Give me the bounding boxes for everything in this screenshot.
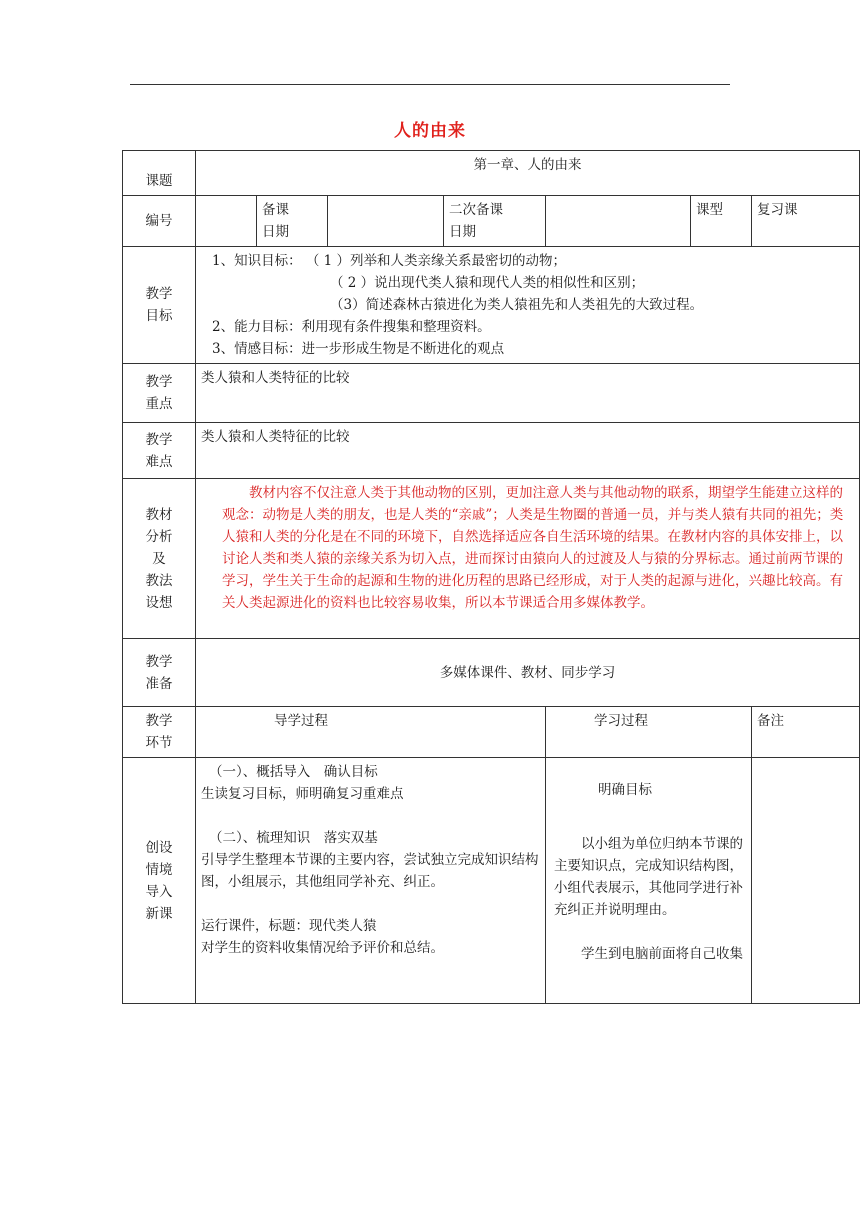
stage-label <box>123 758 196 1004</box>
preparation-label-line1: 教学 <box>145 653 173 670</box>
lesson-type-value: 复习课 <box>752 196 860 247</box>
guide-line: 引导学生整理本节课的主要内容，尝试独立完成知识结构图，小组展示，其他组同学补充、纠正。 <box>201 852 539 890</box>
guide-line: （二）、梳理知识 落实双基 <box>209 830 378 846</box>
key-points-value: 类人猿和人类特征的比较 <box>196 364 860 423</box>
guide-line: 生读复习目标，师明确复习重难点 <box>201 786 404 802</box>
difficulties-value: 类人猿和人类特征的比较 <box>196 423 860 479</box>
key-points-label-line1: 教学 <box>145 374 173 390</box>
stage-label-line4: 新课 <box>145 905 173 922</box>
objective-line: 2、能力目标：利用现有条件搜集和整理资料。 <box>212 319 491 335</box>
stage-header-label <box>123 707 196 758</box>
meta-row <box>123 196 860 247</box>
topic-value: 第一章、人的由来 <box>196 151 860 196</box>
guide-line <box>201 893 540 915</box>
prep-date-value <box>328 196 444 247</box>
second-prep-label <box>444 196 546 247</box>
guide-content <box>196 758 546 1004</box>
guide-header: 导学过程 <box>196 707 546 758</box>
preparation-value: 多媒体课件、教材、同步学习 <box>196 639 860 707</box>
analysis-label-line3: 及 <box>152 550 166 567</box>
notes-content <box>752 758 860 1004</box>
analysis-label-line4: 教法 <box>145 572 173 589</box>
analysis-label-line1: 教材 <box>145 506 173 523</box>
preparation-label <box>123 639 196 707</box>
second-prep-label-line1: 二次备课 <box>449 202 503 218</box>
objective-line: 3、情感目标：进一步形成生物是不断进化的观点 <box>212 341 505 357</box>
learn-line: 明确目标 <box>598 782 652 798</box>
header-rule <box>130 84 730 85</box>
difficulties-label-line2: 难点 <box>145 453 173 470</box>
stage-header-label-line2: 环节 <box>145 735 173 751</box>
preparation-label-line2: 准备 <box>145 675 173 692</box>
analysis-text: 教材内容不仅注意人类于其他动物的区别，更加注意人类与其他动物的联系，期望学生能建立这样的观念：动物是人类的朋友，也是人类的“亲戚”；人类是生物圈的普通一员，并与类人猿有共同的祖先；类人猿和人类的分化是在不同的环境下，自然选择适应各自生活环境的结果。在教材内容的具体安排上，以讨论人类和类人猿的亲缘关系为切入点，进而探讨由猿向人的过渡及人与猿的分界标志。通过前两节课的学习，学生关于生命的起源和生物的进化历程的思路已经形成，对于人类的起源与进化，兴趣比较高。有关人类起源进化的资料也比较容易收集，所以本节课适合用多媒体教学。 <box>222 485 844 611</box>
analysis-label-line5: 设想 <box>145 594 173 611</box>
second-prep-value <box>546 196 691 247</box>
prep-date-label-line1: 备课 <box>262 202 289 218</box>
objectives-label <box>123 247 196 364</box>
learn-line: 以小组为单位归纳本节课的主要知识点，完成知识结构图，小组代表展示，其他同学进行补充纠正并说明理由。 <box>554 836 743 918</box>
stage-label-line2: 情境 <box>145 861 173 878</box>
analysis-row <box>123 479 860 639</box>
stage-header-label-line1: 教学 <box>145 713 173 729</box>
objectives-row <box>123 247 860 364</box>
guide-line <box>201 805 540 827</box>
objective-line: （ 2 ）说出现代类人猿和现代人类的相似性和区别； <box>330 275 645 291</box>
learn-header: 学习过程 <box>546 707 752 758</box>
guide-line: 运行课件，标题：现代类人猿 <box>201 918 377 934</box>
difficulties-label <box>123 423 196 479</box>
objective-line: 1、知识目标： （ 1 ）列举和人类亲缘关系最密切的动物； <box>212 253 567 269</box>
stage-label-line1: 创设 <box>145 839 173 856</box>
stage-row <box>123 758 860 1004</box>
number-label: 编号 <box>123 196 196 247</box>
prep-date-label-line2: 日期 <box>262 224 289 240</box>
learn-line: 学生到电脑前面将自己收集 <box>581 946 743 962</box>
notes-header: 备注 <box>752 707 860 758</box>
preparation-row <box>123 639 860 707</box>
analysis-label <box>123 479 196 639</box>
number-value <box>196 196 257 247</box>
topic-label: 课题 <box>123 151 196 196</box>
prep-date-label <box>257 196 328 247</box>
second-prep-label-line2: 日期 <box>449 224 476 240</box>
topic-row <box>123 151 860 196</box>
objectives-content <box>196 247 860 364</box>
guide-line: （一）、概括导入 确认目标 <box>209 764 378 780</box>
guide-line: 对学生的资料收集情况给予评价和总结。 <box>201 940 444 956</box>
objectives-label-line2: 目标 <box>145 308 173 324</box>
stage-header-row <box>123 707 860 758</box>
difficulties-row <box>123 423 860 479</box>
key-points-label-line2: 重点 <box>145 396 173 412</box>
key-points-row <box>123 364 860 423</box>
lesson-plan-table <box>122 150 860 1004</box>
difficulties-label-line1: 教学 <box>145 431 173 448</box>
objective-line: （3）简述森林古猿进化为类人猿祖先和人类祖先的大致过程。 <box>330 297 704 313</box>
learn-content <box>546 758 752 1004</box>
analysis-content <box>196 479 860 639</box>
stage-label-line3: 导入 <box>145 883 173 900</box>
lesson-type-label: 课型 <box>691 196 752 247</box>
page-title: 人的由来 <box>394 121 466 141</box>
key-points-label <box>123 364 196 423</box>
analysis-label-line2: 分析 <box>145 528 173 545</box>
objectives-label-line1: 教学 <box>145 286 173 302</box>
